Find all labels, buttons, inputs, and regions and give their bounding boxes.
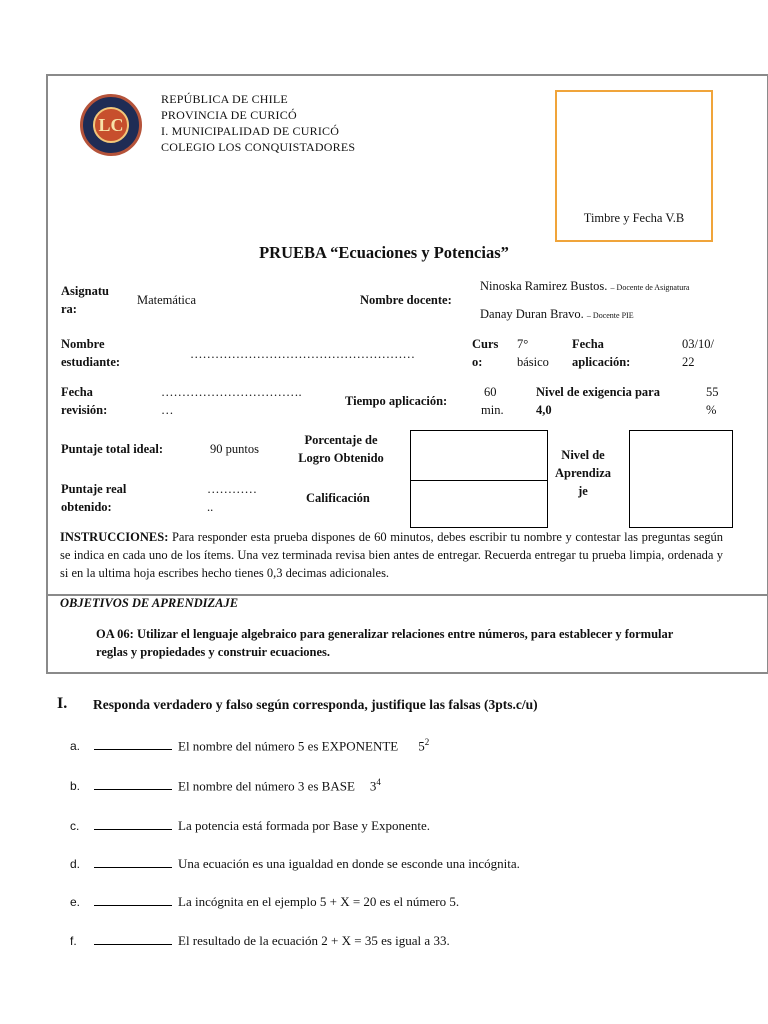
asignatura-label-2: ra:: [61, 302, 77, 316]
estudiante-label-2: estudiante:: [61, 355, 121, 369]
question-item: [70, 817, 430, 834]
exigencia-value-1: 55: [706, 385, 719, 399]
asignatura-value: Matemática: [137, 293, 196, 307]
power-base: 5: [418, 738, 425, 754]
power-exponent: 4: [376, 777, 381, 787]
header-line-province: PROVINCIA DE CURICÓ: [161, 108, 297, 122]
docente-2: [480, 305, 634, 325]
question-text: La potencia está formada por Base y Exponente.: [178, 818, 430, 833]
fecha-revision-field-2: …: [161, 403, 174, 417]
fecha-revision-field-1[interactable]: …………………………….: [161, 385, 302, 399]
answer-blank[interactable]: [94, 932, 172, 945]
power-base: 3: [369, 778, 377, 794]
fecha-revision-label-1: Fecha: [61, 385, 93, 399]
tiempo-label: Tiempo aplicación:: [345, 394, 448, 408]
question-item: [70, 855, 520, 872]
question-item: [70, 737, 429, 754]
stamp-box: [555, 90, 713, 242]
power-exponent: 2: [424, 737, 430, 747]
school-logo: [80, 94, 142, 156]
tiempo-value-2: min.: [481, 403, 504, 417]
nivel-label-3: je: [578, 484, 588, 498]
puntaje-ideal-label: Puntaje total ideal:: [61, 442, 164, 456]
curso-label-2: o:: [472, 355, 483, 369]
question-text: El resultado de la ecuación 2 + X = 35 es igual a 33.: [178, 933, 450, 948]
answer-blank[interactable]: [94, 777, 172, 790]
curso-value-1: 7°: [517, 337, 529, 351]
estudiante-label-1: Nombre: [61, 337, 105, 351]
question-text: Una ecuación es una igualdad en donde se esconde una incógnita.: [178, 856, 520, 871]
header-line-municipality: I. MUNICIPALIDAD DE CURICÓ: [161, 124, 340, 138]
exigencia-value-2: %: [706, 403, 717, 417]
answer-blank[interactable]: [94, 817, 172, 830]
curso-label-1: Curs: [472, 337, 499, 351]
objectives-heading: OBJETIVOS DE APRENDIZAJE: [60, 596, 239, 610]
stamp-label: Timbre y Fecha V.B: [583, 211, 685, 225]
puntaje-ideal-value: 90 puntos: [210, 442, 259, 456]
test-title: PRUEBA “Ecuaciones y Potencias”: [259, 243, 509, 262]
fecha-aplicacion-label-1: Fecha: [572, 337, 604, 351]
nivel-aprendizaje-label: [553, 446, 613, 500]
docente-1-role: – Docente de Asignatura: [610, 283, 690, 292]
nivel-aprendizaje-box[interactable]: [629, 430, 733, 528]
porcentaje-label-1: Porcentaje de: [304, 433, 378, 447]
question-item: [70, 932, 450, 949]
puntaje-real-label-2: obtenido:: [61, 500, 112, 514]
fecha-aplicacion-label-2: aplicación:: [572, 355, 631, 369]
header-line-school: COLEGIO LOS CONQUISTADORES: [161, 140, 356, 154]
puntaje-real-field-1[interactable]: …………: [207, 482, 257, 496]
estudiante-field[interactable]: ………………………………………………: [190, 347, 415, 361]
question-letter: c.: [70, 819, 80, 833]
docente-2-name: Danay Duran Bravo.: [480, 307, 584, 321]
question-text: La incógnita en el ejemplo 5 + X = 20 es el número 5.: [178, 894, 460, 909]
question-letter: f.: [70, 934, 77, 948]
instructions-label: INSTRUCCIONES:: [60, 530, 169, 544]
calificacion-box[interactable]: [410, 480, 548, 528]
question-letter: b.: [70, 779, 81, 794]
question-letter: d.: [70, 857, 81, 871]
question-item: [70, 893, 459, 910]
docente-label: Nombre docente:: [360, 293, 452, 307]
section-number: I.: [57, 695, 68, 712]
school-logo-emblem: LC: [93, 107, 129, 143]
section-instruction: Responda verdadero y falso según corresponda, justifique las falsas (3pts.c/u): [93, 697, 538, 712]
exigencia-label-2: 4,0: [536, 403, 552, 417]
answer-blank[interactable]: [94, 855, 172, 868]
docente-2-role: – Docente PIE: [586, 311, 634, 320]
question-text: El nombre del número 3 es BASE: [178, 778, 355, 794]
question-text: El nombre del número 5 es EXPONENTE: [178, 738, 399, 754]
instructions-text: Para responder esta prueba dispones de 60 minutos, debes escribir tu nombre y contestar las preguntas según se indica en cada uno de los ítems. Una vez terminada revisa bien antes de entregar. Recuerda entregar tu prueba limpia, ordenada y si en la ultima hoja escribes hecho tienes 0,3 decimas adicionales.: [60, 530, 723, 580]
instructions: [60, 528, 723, 582]
question-item: [70, 777, 381, 794]
puntaje-real-field-2: ..: [207, 500, 214, 514]
docente-1: [480, 277, 689, 297]
exigencia-label-1: Nivel de exigencia para: [536, 385, 660, 399]
objectives-text: OA 06: Utilizar el lenguaje algebraico para generalizar relaciones entre números, para establecer y formular reglas y propiedades y construir ecuaciones.: [96, 627, 674, 659]
nivel-label-2: Aprendiza: [554, 466, 612, 480]
header-line-country: REPÚBLICA DE CHILE: [161, 92, 288, 106]
docente-1-name: Ninoska Ramirez Bustos.: [480, 279, 608, 293]
fecha-aplicacion-value-1: 03/10/: [682, 337, 714, 351]
curso-value-2: básico: [517, 355, 549, 369]
puntaje-real-label-1: Puntaje real: [61, 482, 127, 496]
porcentaje-label-2: Logro Obtenido: [298, 451, 384, 465]
nivel-label-1: Nivel de: [561, 448, 605, 462]
tiempo-value-1: 60: [484, 385, 497, 399]
porcentaje-box[interactable]: [410, 430, 548, 481]
calificacion-label: Calificación: [306, 491, 370, 505]
porcentaje-label: [283, 431, 399, 467]
asignatura-label-1: Asignatu: [61, 284, 109, 298]
question-letter: e.: [70, 895, 81, 909]
fecha-revision-label-2: revisión:: [61, 403, 108, 417]
answer-blank[interactable]: [94, 737, 172, 750]
answer-blank[interactable]: [94, 893, 172, 906]
question-letter: a.: [70, 739, 81, 754]
fecha-aplicacion-value-2: 22: [682, 355, 695, 369]
